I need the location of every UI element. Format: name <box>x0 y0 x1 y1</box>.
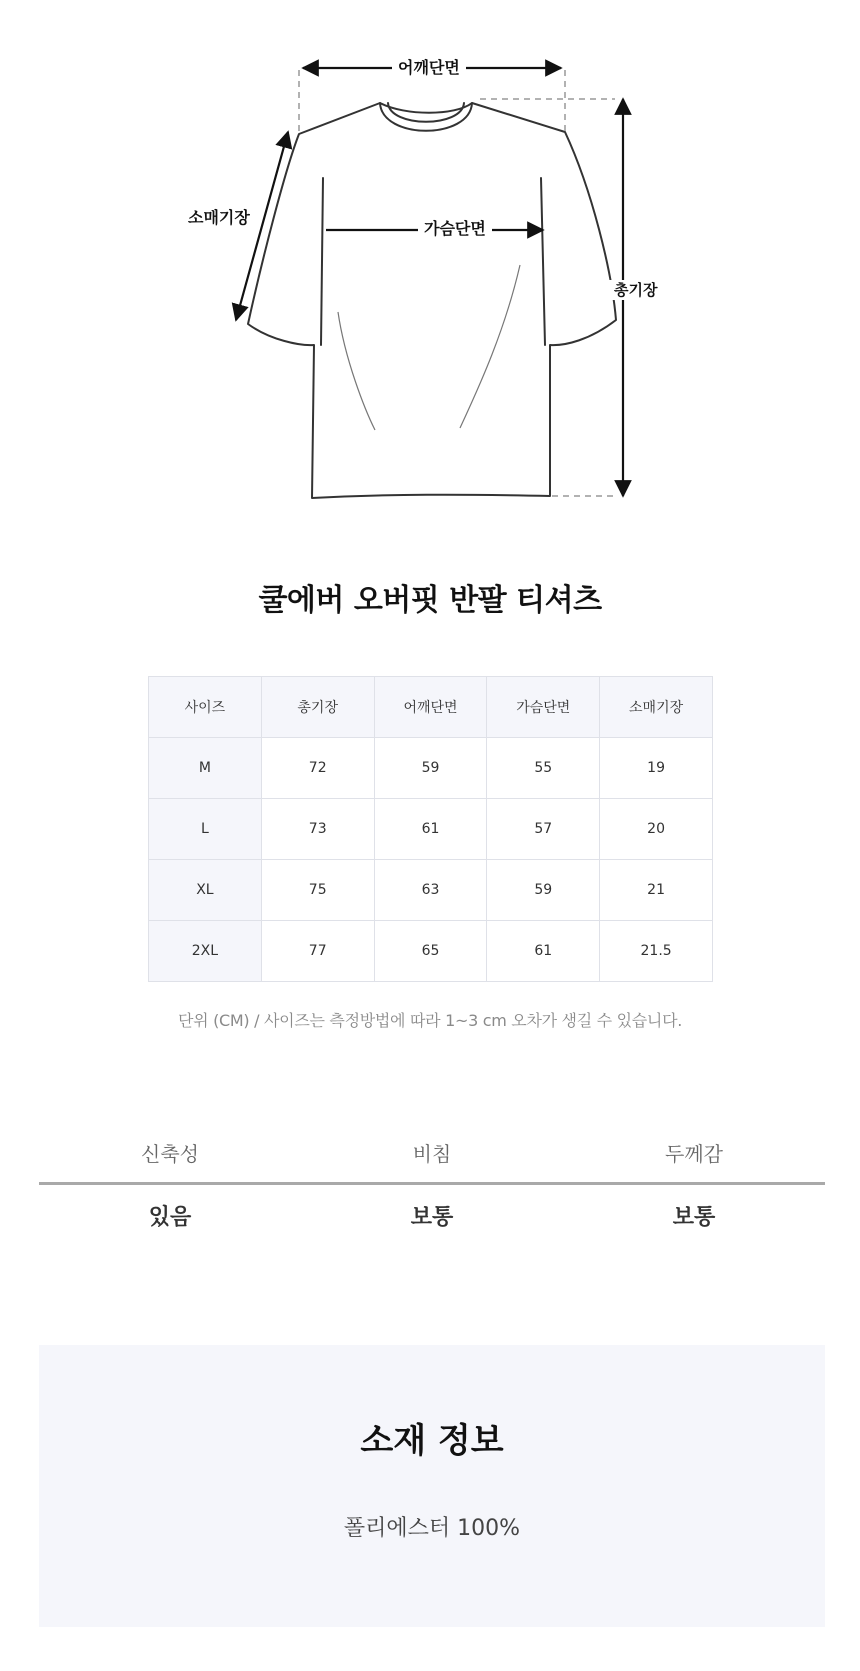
size-cell: M <box>149 738 262 799</box>
material-title: 소재 정보 <box>360 1421 504 1461</box>
table-header-row <box>149 677 713 738</box>
table-cell: 73 <box>261 799 374 860</box>
table-cell: 61 <box>374 799 487 860</box>
table-header-cell: 소매기장 <box>600 677 713 738</box>
table-cell: 19 <box>600 738 713 799</box>
table-cell: 72 <box>261 738 374 799</box>
size-cell: L <box>149 799 262 860</box>
tshirt-outline <box>248 103 616 498</box>
table-cell: 63 <box>374 860 487 921</box>
table-cell: 61 <box>487 921 600 982</box>
table-cell: 59 <box>374 738 487 799</box>
size-note: 단위 (CM) / 사이즈는 측정방법에 따라 1~3 cm 오차가 생길 수 있습니다. <box>177 1011 683 1030</box>
sleeve-length-label: 소매기장 <box>182 208 256 228</box>
chest-width-label: 가슴단면 <box>418 219 492 239</box>
table-row <box>149 921 713 982</box>
table-header-cell: 어깨단면 <box>374 677 487 738</box>
tshirt-folds <box>338 265 520 430</box>
properties-header-row <box>39 1130 825 1182</box>
table-header-cell: 사이즈 <box>149 677 262 738</box>
table-cell: 65 <box>374 921 487 982</box>
size-diagram <box>0 0 860 520</box>
table-row <box>149 860 713 921</box>
table-cell: 59 <box>487 860 600 921</box>
property-value-sheerness: 보통 <box>410 1205 454 1230</box>
table-cell: 21 <box>600 860 713 921</box>
tshirt-diagram-svg <box>0 0 860 520</box>
total-length-label: 총기장 <box>608 280 663 300</box>
table-cell: 20 <box>600 799 713 860</box>
property-label-sheerness: 비침 <box>412 1142 452 1166</box>
property-value-thickness: 보통 <box>672 1205 716 1230</box>
property-label-stretch: 신축성 <box>141 1142 199 1166</box>
table-header-cell: 총기장 <box>261 677 374 738</box>
property-value-stretch: 있음 <box>148 1205 192 1230</box>
guide-lines <box>299 70 615 496</box>
table-cell: 21.5 <box>600 921 713 982</box>
table-cell: 75 <box>261 860 374 921</box>
material-info-box <box>39 1345 825 1627</box>
table-cell: 77 <box>261 921 374 982</box>
property-label-thickness: 두께감 <box>665 1142 723 1166</box>
table-row <box>149 738 713 799</box>
material-value: 폴리에스터 100% <box>343 1516 521 1541</box>
size-table <box>148 676 713 982</box>
shoulder-width-label: 어깨단면 <box>392 58 466 78</box>
properties-value-row <box>39 1185 825 1249</box>
size-cell: 2XL <box>149 921 262 982</box>
table-cell: 57 <box>487 799 600 860</box>
size-cell: XL <box>149 860 262 921</box>
table-row <box>149 799 713 860</box>
table-header-cell: 가슴단면 <box>487 677 600 738</box>
table-cell: 55 <box>487 738 600 799</box>
fabric-properties <box>39 1130 825 1249</box>
product-title: 쿨에버 오버핏 반팔 티셔츠 <box>258 583 602 618</box>
